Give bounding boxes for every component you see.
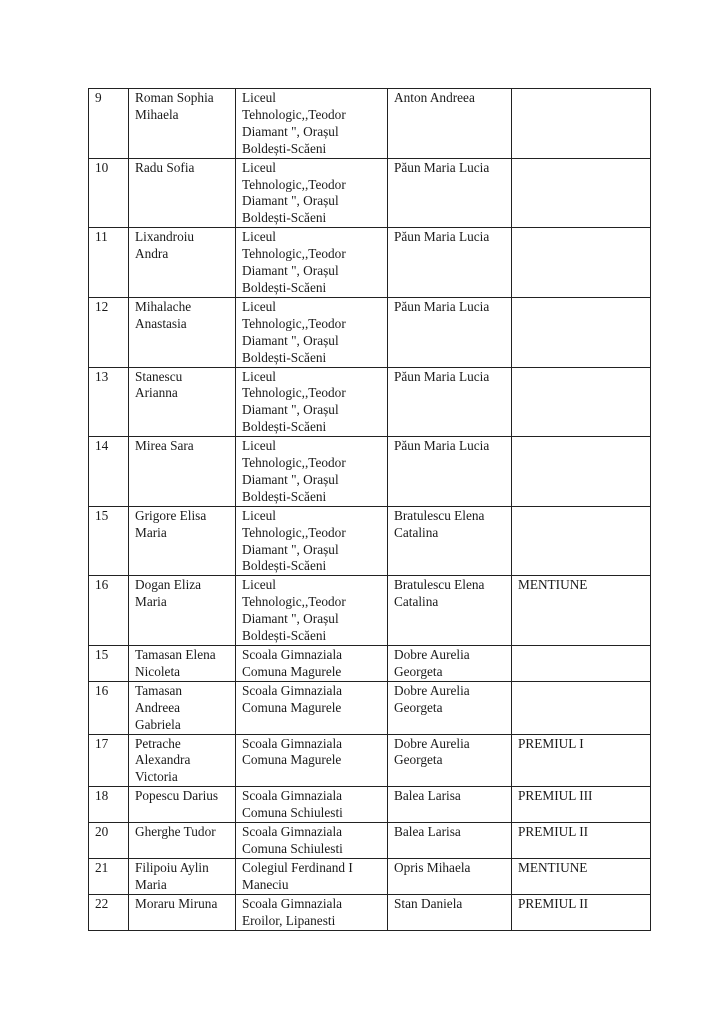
row-number-text: 17	[95, 735, 109, 751]
teacher-cell	[388, 823, 512, 859]
student-name-line: Arianna	[135, 385, 178, 401]
results-table	[88, 88, 651, 931]
school-line: Tehnologic,,Teodor	[242, 455, 346, 471]
teacher-line: Catalina	[394, 594, 439, 610]
student-name-line: Andra	[135, 246, 169, 262]
school-line: Tehnologic,,Teodor	[242, 106, 346, 122]
teacher-line: Păun Maria Lucia	[394, 438, 490, 454]
school-line: Diamant ", Orașul	[242, 332, 339, 348]
school-line: Tehnologic,,Teodor	[242, 594, 346, 610]
table-row	[89, 89, 651, 159]
teacher-line: Păun Maria Lucia	[394, 298, 490, 314]
school-cell	[236, 228, 388, 298]
school-line: Boldești-Scăeni	[242, 140, 327, 156]
table-row	[89, 787, 651, 823]
teacher-line: Georgeta	[394, 699, 443, 715]
teacher-cell	[388, 681, 512, 734]
teacher-line: Bratulescu Elena	[394, 507, 485, 523]
teacher-cell	[388, 734, 512, 787]
student-name-line: Moraru Miruna	[135, 895, 218, 911]
school-cell	[236, 576, 388, 646]
teacher-cell	[388, 158, 512, 228]
student-name-line: Maria	[135, 524, 167, 540]
student-name-line: Grigore Elisa	[135, 507, 207, 523]
school-line: Scoala Gimnaziala	[242, 824, 343, 840]
student-name-line: Gabriela	[135, 716, 181, 732]
student-name-cell	[129, 297, 236, 367]
prize-cell	[512, 576, 651, 646]
teacher-line: Dobre Aurelia	[394, 647, 470, 662]
teacher-line: Georgeta	[394, 752, 443, 768]
student-name-line: Radu Sofia	[135, 159, 195, 175]
teacher-cell	[388, 894, 512, 930]
teacher-line: Păun Maria Lucia	[394, 159, 490, 175]
row-number-cell	[89, 823, 129, 859]
school-cell	[236, 823, 388, 859]
teacher-line: Georgeta	[394, 663, 443, 679]
table-row	[89, 734, 651, 787]
school-line: Scoala Gimnaziala	[242, 895, 343, 911]
school-cell	[236, 89, 388, 159]
school-line: Tehnologic,,Teodor	[242, 524, 346, 540]
school-line: Boldești-Scăeni	[242, 279, 327, 295]
teacher-cell	[388, 437, 512, 507]
school-line: Tehnologic,,Teodor	[242, 176, 346, 192]
row-number-text: 20	[95, 824, 109, 840]
table-row	[89, 367, 651, 437]
school-cell	[236, 158, 388, 228]
student-name-line: Popescu Darius	[135, 788, 219, 804]
student-name-cell	[129, 89, 236, 159]
row-number-text: 15	[95, 507, 109, 523]
teacher-line: Anton Andreea	[394, 90, 475, 105]
teacher-line: Opris Mihaela	[394, 859, 471, 875]
table-row	[89, 506, 651, 576]
school-line: Diamant ", Orașul	[242, 471, 339, 487]
student-name-line: Nicoleta	[135, 663, 181, 679]
teacher-line: Stan Daniela	[394, 895, 463, 911]
student-name-cell	[129, 158, 236, 228]
row-number-text: 16	[95, 577, 109, 593]
school-cell	[236, 367, 388, 437]
student-name-cell	[129, 646, 236, 682]
student-name-line: Maria	[135, 876, 167, 892]
row-number-cell	[89, 506, 129, 576]
row-number-cell	[89, 158, 129, 228]
prize-cell	[512, 734, 651, 787]
school-line: Eroilor, Lipanesti	[242, 912, 336, 928]
school-cell	[236, 297, 388, 367]
school-line: Diamant ", Orașul	[242, 123, 339, 139]
student-name-cell	[129, 681, 236, 734]
school-line: Diamant ", Orașul	[242, 402, 339, 418]
student-name-line: Stanescu	[135, 368, 183, 384]
prize-cell	[512, 506, 651, 576]
row-number-cell	[89, 894, 129, 930]
school-cell	[236, 858, 388, 894]
school-line: Tehnologic,,Teodor	[242, 246, 346, 262]
table-row	[89, 894, 651, 930]
student-name-cell	[129, 858, 236, 894]
row-number-text: 13	[95, 368, 109, 384]
student-name-line: Filipoiu Aylin	[135, 859, 209, 875]
prize-cell	[512, 787, 651, 823]
school-line: Liceul	[242, 159, 276, 175]
row-number-cell	[89, 787, 129, 823]
student-name-line: Maria	[135, 594, 167, 610]
row-number-text: 16	[95, 682, 109, 698]
school-line: Diamant ", Orașul	[242, 611, 339, 627]
teacher-line: Dobre Aurelia	[394, 735, 470, 751]
student-name-cell	[129, 787, 236, 823]
school-cell	[236, 734, 388, 787]
row-number-cell	[89, 89, 129, 159]
student-name-line: Mirea Sara	[135, 438, 194, 454]
prize-text: PREMIUL I	[518, 735, 584, 751]
teacher-cell	[388, 228, 512, 298]
school-cell	[236, 437, 388, 507]
student-name-cell	[129, 576, 236, 646]
student-name-cell	[129, 367, 236, 437]
table-row	[89, 681, 651, 734]
student-name-line: Andreea	[135, 699, 181, 715]
prize-cell	[512, 228, 651, 298]
prize-text: PREMIUL II	[518, 824, 589, 840]
prize-cell	[512, 89, 651, 159]
student-name-cell	[129, 228, 236, 298]
school-line: Scoala Gimnaziala	[242, 788, 343, 804]
table-row	[89, 158, 651, 228]
table-row	[89, 297, 651, 367]
student-name-line: Petrache	[135, 735, 181, 751]
school-line: Boldești-Scăeni	[242, 210, 327, 226]
teacher-cell	[388, 787, 512, 823]
school-line: Boldești-Scăeni	[242, 558, 327, 574]
prize-cell	[512, 681, 651, 734]
teacher-cell	[388, 297, 512, 367]
teacher-line: Catalina	[394, 524, 439, 540]
school-line: Diamant ", Orașul	[242, 263, 339, 279]
prize-cell	[512, 894, 651, 930]
school-line: Scoala Gimnaziala	[242, 682, 343, 698]
row-number-text: 14	[95, 438, 109, 454]
school-line: Liceul	[242, 229, 276, 245]
prize-cell	[512, 858, 651, 894]
school-line: Diamant ", Orașul	[242, 193, 339, 209]
school-line: Liceul	[242, 90, 276, 105]
table-row	[89, 646, 651, 682]
prize-cell	[512, 437, 651, 507]
school-line: Diamant ", Orașul	[242, 541, 339, 557]
school-cell	[236, 506, 388, 576]
school-cell	[236, 894, 388, 930]
school-cell	[236, 787, 388, 823]
student-name-line: Anastasia	[135, 315, 187, 331]
row-number-cell	[89, 228, 129, 298]
student-name-line: Roman Sophia	[135, 90, 214, 105]
student-name-cell	[129, 437, 236, 507]
student-name-line: Tamasan	[135, 682, 183, 698]
student-name-line: Mihalache	[135, 298, 192, 314]
prize-cell	[512, 646, 651, 682]
student-name-line: Alexandra	[135, 752, 191, 768]
student-name-line: Tamasan Elena	[135, 647, 216, 662]
teacher-cell	[388, 89, 512, 159]
row-number-cell	[89, 576, 129, 646]
school-line: Scoala Gimnaziala	[242, 735, 343, 751]
student-name-line: Dogan Eliza	[135, 577, 202, 593]
prize-cell	[512, 823, 651, 859]
school-line: Comuna Magurele	[242, 663, 342, 679]
school-line: Comuna Magurele	[242, 699, 342, 715]
prize-cell	[512, 297, 651, 367]
row-number-text: 15	[95, 647, 109, 662]
school-line: Liceul	[242, 298, 276, 314]
student-name-line: Gherghe Tudor	[135, 824, 216, 840]
row-number-text: 21	[95, 859, 109, 875]
row-number-cell	[89, 646, 129, 682]
table-row	[89, 858, 651, 894]
school-line: Liceul	[242, 438, 276, 454]
school-line: Colegiul Ferdinand I	[242, 859, 353, 875]
school-line: Comuna Schiulesti	[242, 805, 343, 821]
student-name-cell	[129, 506, 236, 576]
school-line: Comuna Magurele	[242, 752, 342, 768]
teacher-line: Dobre Aurelia	[394, 682, 470, 698]
student-name-cell	[129, 734, 236, 787]
row-number-cell	[89, 437, 129, 507]
teacher-cell	[388, 646, 512, 682]
school-cell	[236, 681, 388, 734]
school-line: Liceul	[242, 507, 276, 523]
school-line: Tehnologic,,Teodor	[242, 315, 346, 331]
teacher-line: Păun Maria Lucia	[394, 229, 490, 245]
student-name-line: Mihaela	[135, 106, 179, 122]
school-line: Liceul	[242, 577, 276, 593]
row-number-cell	[89, 681, 129, 734]
row-number-text: 10	[95, 159, 109, 175]
teacher-cell	[388, 858, 512, 894]
prize-text: MENTIUNE	[518, 859, 588, 875]
row-number-text: 18	[95, 788, 109, 804]
prize-text: PREMIUL III	[518, 788, 593, 804]
student-name-cell	[129, 894, 236, 930]
teacher-line: Bratulescu Elena	[394, 577, 485, 593]
row-number-text: 22	[95, 895, 109, 911]
school-line: Boldești-Scăeni	[242, 349, 327, 365]
teacher-cell	[388, 367, 512, 437]
teacher-cell	[388, 506, 512, 576]
row-number-cell	[89, 367, 129, 437]
school-line: Maneciu	[242, 876, 289, 892]
results-table-body	[89, 89, 651, 931]
teacher-cell	[388, 576, 512, 646]
school-line: Boldești-Scăeni	[242, 488, 327, 504]
row-number-text: 11	[95, 229, 108, 245]
teacher-line: Balea Larisa	[394, 788, 461, 804]
student-name-line: Victoria	[135, 769, 178, 785]
row-number-cell	[89, 297, 129, 367]
row-number-cell	[89, 858, 129, 894]
prize-text: PREMIUL II	[518, 895, 589, 911]
row-number-cell	[89, 734, 129, 787]
table-row	[89, 228, 651, 298]
school-line: Scoala Gimnaziala	[242, 647, 343, 662]
row-number-text: 9	[95, 90, 102, 105]
prize-cell	[512, 158, 651, 228]
teacher-line: Păun Maria Lucia	[394, 368, 490, 384]
table-row	[89, 437, 651, 507]
school-line: Tehnologic,,Teodor	[242, 385, 346, 401]
teacher-line: Balea Larisa	[394, 824, 461, 840]
prize-cell	[512, 367, 651, 437]
prize-text: MENTIUNE	[518, 577, 588, 593]
student-name-line: Lixandroiu	[135, 229, 195, 245]
table-row	[89, 823, 651, 859]
school-line: Liceul	[242, 368, 276, 384]
school-line: Boldești-Scăeni	[242, 628, 327, 644]
school-cell	[236, 646, 388, 682]
school-line: Boldești-Scăeni	[242, 419, 327, 435]
student-name-cell	[129, 823, 236, 859]
table-row	[89, 576, 651, 646]
school-line: Comuna Schiulesti	[242, 840, 343, 856]
row-number-text: 12	[95, 298, 109, 314]
